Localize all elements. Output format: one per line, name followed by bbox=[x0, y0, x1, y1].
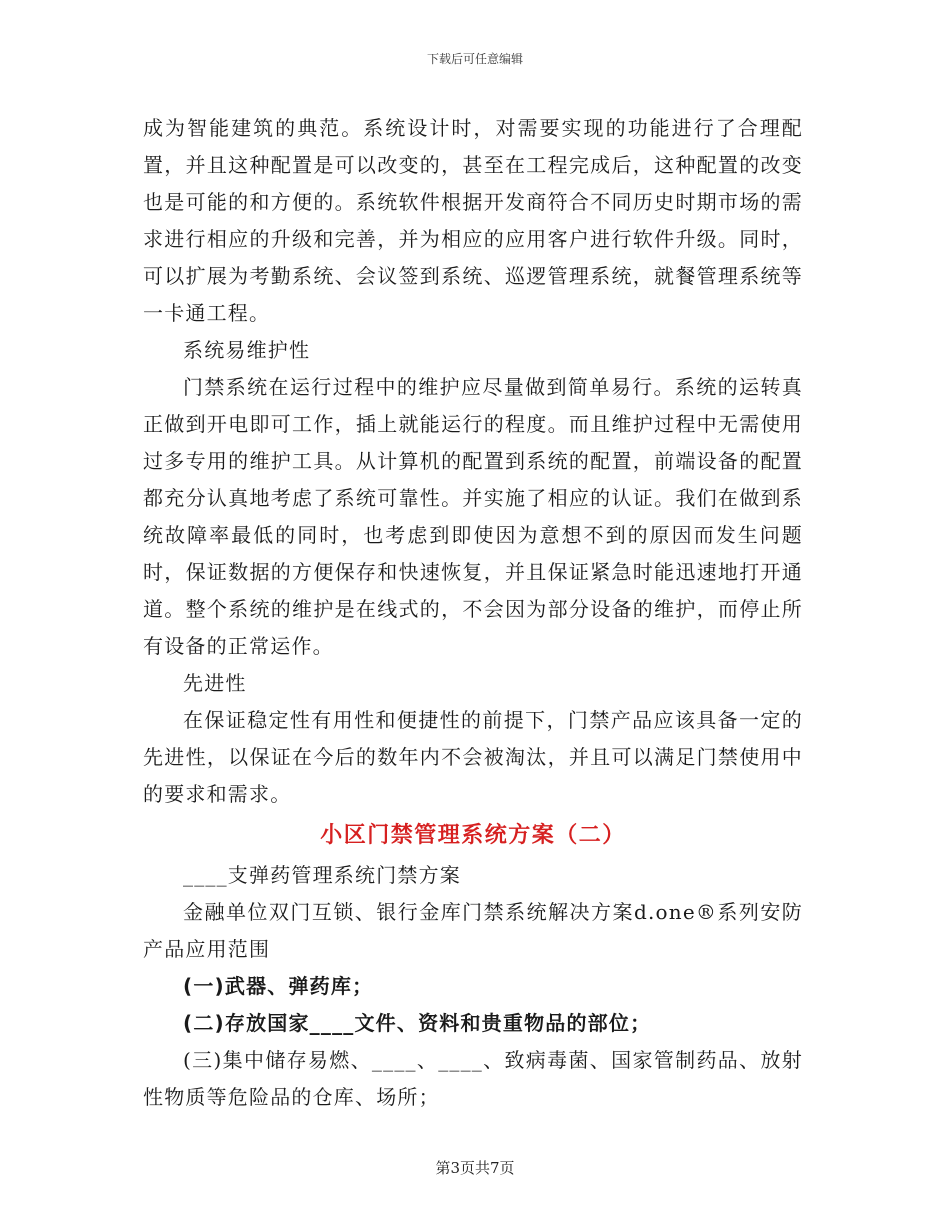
page-header: 下载后可任意编辑 bbox=[426, 52, 523, 66]
paragraph-financial-scheme: 金融单位双门互锁、银行金库门禁系统解决方案d.one®系列安防产品应用范围 bbox=[143, 900, 803, 961]
section-title: 小区门禁管理系统方案（二） bbox=[320, 822, 626, 848]
paragraph-ammo-scheme: ____支弹药管理系统门禁方案 bbox=[183, 863, 461, 887]
paragraph-maintainability: 门禁系统在运行过程中的维护应尽量做到简单易行。系统的运转真正做到开电即可工作，插上就能运行的程度。而且维护过程中无需使用过多专用的维护工具。从计算机的配置到系统的配置，前端设备的配置都充分认真地考虑了系统可靠性。并实施了相应的认证。我们在做到系统故障率最低的同时，也考虑到即使因为意想不到的原因而发生问题时，保证数据的方便保存和快速恢复，并且保证紧急时能迅速地打开通道。整个系统的维护是在线式的，不会因为部分设备的维护，而停止所有设备的正常运作。 bbox=[143, 375, 803, 658]
paragraph-intro: 成为智能建筑的典范。系统设计时，对需要实现的功能进行了合理配置，并且这种配置是可以改变的，甚至在工程完成后，这种配置的改变也是可能的和方便的。系统软件根据开发商符合不同历史时期市场的需求进行相应的升级和完善，并为相应的应用客户进行软件升级。同时，可以扩展为考勤系统、会议签到系统、巡逻管理系统，就餐管理系统等一卡通工程。 bbox=[143, 116, 803, 325]
subheading-advancement: 先进性 bbox=[183, 671, 247, 695]
document-body bbox=[143, 110, 803, 1116]
list-item-hazardous: (三)集中储存易燃、____、____、致病毒菌、国家管制药品、放射性物质等危险品的仓库、场所； bbox=[143, 1048, 803, 1109]
list-item-documents: (二)存放国家____文件、资料和贵重物品的部位； bbox=[183, 1011, 652, 1035]
list-item-weapons: (一)武器、弹药库； bbox=[183, 974, 374, 998]
paragraph-advancement: 在保证稳定性有用性和便捷性的前提下，门禁产品应该具备一定的先进性，以保证在今后的数年内不会被淘汰，并且可以满足门禁使用中的要求和需求。 bbox=[143, 708, 803, 806]
subheading-maintainability: 系统易维护性 bbox=[183, 338, 311, 362]
page-footer: 第3页共7页 bbox=[435, 1159, 515, 1177]
